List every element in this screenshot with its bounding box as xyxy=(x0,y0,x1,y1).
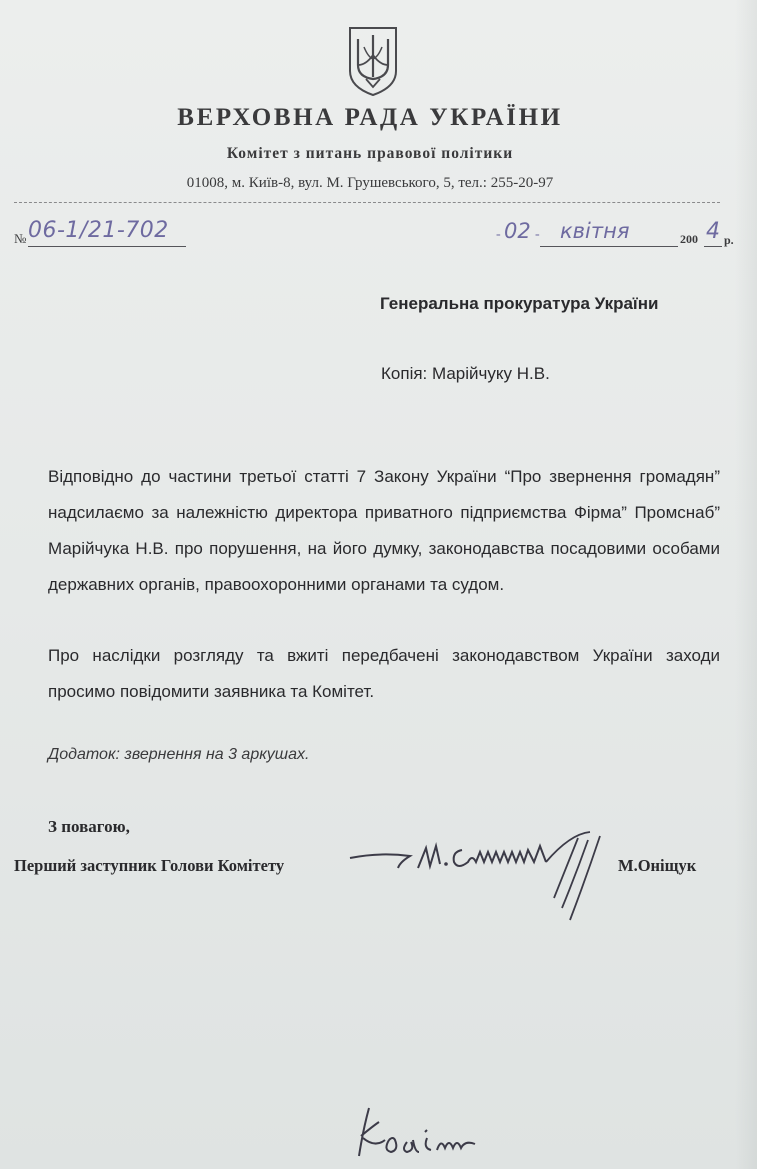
body-paragraph-2: Про наслідки розгляду та вжиті передбачені законодавством України заходи просимо повідомити заявника та Комітет. xyxy=(48,646,720,701)
committee-name: Комітет з питань правової політики xyxy=(226,145,514,162)
address-line: 01008, м. Київ-8, вул. М. Грушевського, 5, тел.: 255-20-97 xyxy=(186,175,554,191)
handwritten-signature xyxy=(340,828,620,928)
date-year-prefix: 200 xyxy=(680,232,698,246)
header-divider xyxy=(14,202,720,203)
registration-number-line xyxy=(28,246,186,247)
date-quote-mark: - xyxy=(535,227,540,242)
signatory-position: Перший заступник Голови Комітету xyxy=(14,856,285,875)
organization-name: ВЕРХОВНА РАДА УКРАЇНИ xyxy=(177,104,563,131)
attachment-note: Додаток: звернення на 3 аркушах. xyxy=(48,746,310,763)
date-day-handwritten: 02 xyxy=(504,219,531,243)
date-year-handwritten: 4 xyxy=(706,219,720,244)
date-line xyxy=(540,246,678,247)
date-year-line xyxy=(704,246,722,247)
body-paragraph-1: Відповідно до частини третьої статті 7 Закону України “Про звернення громадян” надсилаємо за належністю директора приватного підприємства Фірма” Промснаб” Марійчука Н.В. про порушення, на його думку, законодавства посадовими особами державних органів, правоохоронними органами та судом. xyxy=(48,467,720,594)
date-quote-mark: - xyxy=(496,227,501,242)
date-month-handwritten: квітня xyxy=(560,219,630,243)
signatory-name: М.Оніщук xyxy=(618,856,697,875)
registration-number-handwritten: 06-1/21-702 xyxy=(28,218,169,243)
copy-recipient: Копія: Марійчуку Н.В. xyxy=(381,364,550,383)
addressee: Генеральна прокуратура України xyxy=(380,294,659,313)
registration-number-label: № xyxy=(14,231,27,246)
closing-regards: З повагою, xyxy=(48,817,130,836)
date-suffix: р. xyxy=(724,233,734,247)
trident-icon xyxy=(346,25,400,97)
handwritten-initials xyxy=(345,1100,485,1169)
